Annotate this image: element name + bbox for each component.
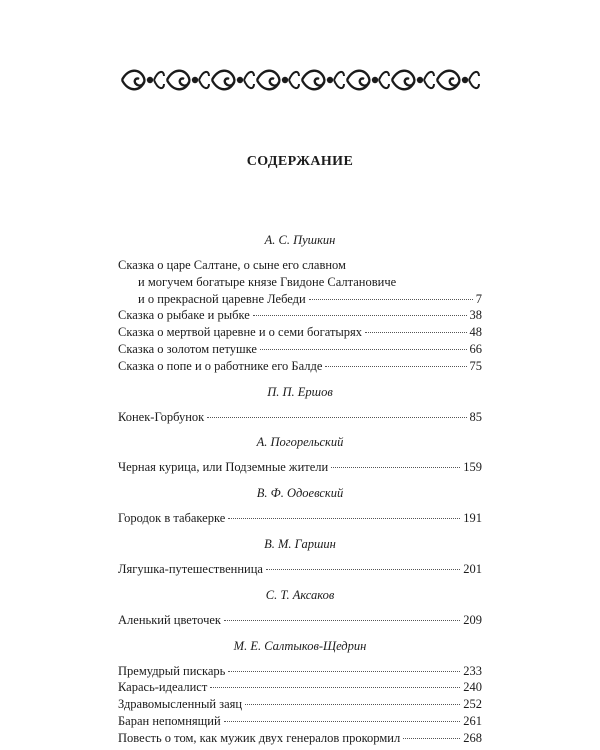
toc-entry-title: Сказка о рыбаке и рыбке bbox=[118, 308, 250, 323]
toc-section bbox=[118, 638, 482, 747]
page-number: 66 bbox=[469, 341, 482, 356]
toc-entry[interactable] bbox=[118, 679, 482, 696]
dot-leader bbox=[365, 331, 466, 333]
toc-entry[interactable] bbox=[118, 510, 482, 527]
page-number: 252 bbox=[463, 697, 482, 712]
toc-entry[interactable] bbox=[118, 358, 482, 375]
toc-entry[interactable] bbox=[118, 730, 482, 747]
toc-section bbox=[118, 587, 482, 629]
toc-entry-title: Сказка о мертвой царевне и о семи богатырях bbox=[118, 325, 363, 340]
toc-entry-title-line: Сказка о царе Салтане, о сыне его славном bbox=[118, 258, 346, 272]
dot-leader bbox=[253, 314, 467, 316]
toc-entry-title: Черная курица, или Подземные жители bbox=[118, 460, 329, 475]
toc-entry-title: Карась-идеалист bbox=[118, 680, 208, 695]
author-name: М. Е. Салтыков-Щедрин bbox=[233, 638, 367, 653]
dot-leader bbox=[309, 298, 473, 300]
author-name: В. Ф. Одоевский bbox=[256, 486, 344, 501]
toc-entry[interactable] bbox=[118, 459, 482, 476]
page-number: 75 bbox=[469, 358, 482, 373]
page-number: 85 bbox=[469, 409, 482, 424]
toc-entry-title: Лягушка-путешественница bbox=[118, 561, 263, 576]
page-number: 261 bbox=[463, 713, 482, 728]
author-name: А. С. Пушкин bbox=[264, 233, 336, 247]
toc-entry[interactable] bbox=[118, 561, 482, 578]
toc-entry[interactable] bbox=[118, 324, 482, 341]
toc-section bbox=[118, 434, 482, 476]
dot-leader bbox=[260, 348, 467, 350]
page-number: 209 bbox=[463, 612, 482, 627]
author-name: П. П. Ершов bbox=[267, 384, 333, 399]
page-number: 201 bbox=[463, 561, 482, 576]
toc-entry[interactable] bbox=[118, 291, 482, 308]
toc-entry-title: Сказка о попе и о работнике его Балде bbox=[118, 358, 323, 373]
toc-entry-title: и о прекрасной царевне Лебеди bbox=[138, 291, 306, 306]
page-title: СОДЕРЖАНИЕ bbox=[246, 154, 354, 169]
decorative-ornament-border bbox=[120, 62, 482, 98]
toc-entry[interactable] bbox=[118, 612, 482, 629]
page-number: 7 bbox=[475, 291, 482, 306]
dot-leader bbox=[210, 686, 460, 688]
toc-entry-title: Повесть о том, как мужик двух генералов прокормил bbox=[118, 730, 401, 745]
page-number: 48 bbox=[469, 325, 482, 340]
toc-entry[interactable] bbox=[118, 409, 482, 426]
dot-leader bbox=[224, 720, 461, 722]
toc-section bbox=[118, 384, 482, 426]
dot-leader bbox=[228, 670, 460, 672]
page-number: 268 bbox=[463, 730, 482, 745]
toc-entry-title: Премудрый пискарь bbox=[118, 663, 226, 678]
page-number: 191 bbox=[463, 511, 482, 526]
author-name: А. Погорельский bbox=[256, 435, 344, 450]
toc-entry-title: Здравомысленный заяц bbox=[118, 697, 243, 712]
page-number: 233 bbox=[463, 663, 482, 678]
toc-entry-title: Конек-Горбунок bbox=[118, 409, 205, 424]
dot-leader bbox=[207, 416, 466, 418]
toc-entry[interactable] bbox=[118, 307, 482, 324]
toc-entry[interactable] bbox=[118, 663, 482, 680]
dot-leader bbox=[245, 703, 460, 705]
author-name: С. Т. Аксаков bbox=[265, 587, 335, 602]
toc-section bbox=[118, 485, 482, 527]
toc-entry-title: Сказка о золотом петушке bbox=[118, 341, 257, 356]
toc-entry-title: Баран непомнящий bbox=[118, 713, 221, 728]
dot-leader bbox=[224, 619, 460, 621]
toc-entry-title: Городок в табакерке bbox=[118, 511, 226, 526]
dot-leader bbox=[228, 517, 460, 519]
dot-leader bbox=[403, 737, 460, 739]
page-number: 38 bbox=[469, 308, 482, 323]
toc-section bbox=[118, 232, 482, 375]
toc-entry-title-line: и могучем богатыре князе Гвидоне Салтановиче bbox=[138, 274, 397, 289]
page-number: 159 bbox=[463, 460, 482, 475]
author-name: В. М. Гаршин bbox=[264, 536, 336, 551]
toc-entry-title: Аленький цветочек bbox=[118, 612, 221, 627]
dot-leader bbox=[325, 365, 466, 367]
toc-entry[interactable] bbox=[118, 341, 482, 358]
toc-entry[interactable] bbox=[118, 696, 482, 713]
dot-leader bbox=[266, 568, 460, 570]
page-number: 240 bbox=[463, 680, 482, 695]
dot-leader bbox=[331, 466, 460, 468]
table-of-contents bbox=[118, 232, 482, 747]
toc-section bbox=[118, 536, 482, 578]
toc-entry[interactable] bbox=[118, 713, 482, 730]
